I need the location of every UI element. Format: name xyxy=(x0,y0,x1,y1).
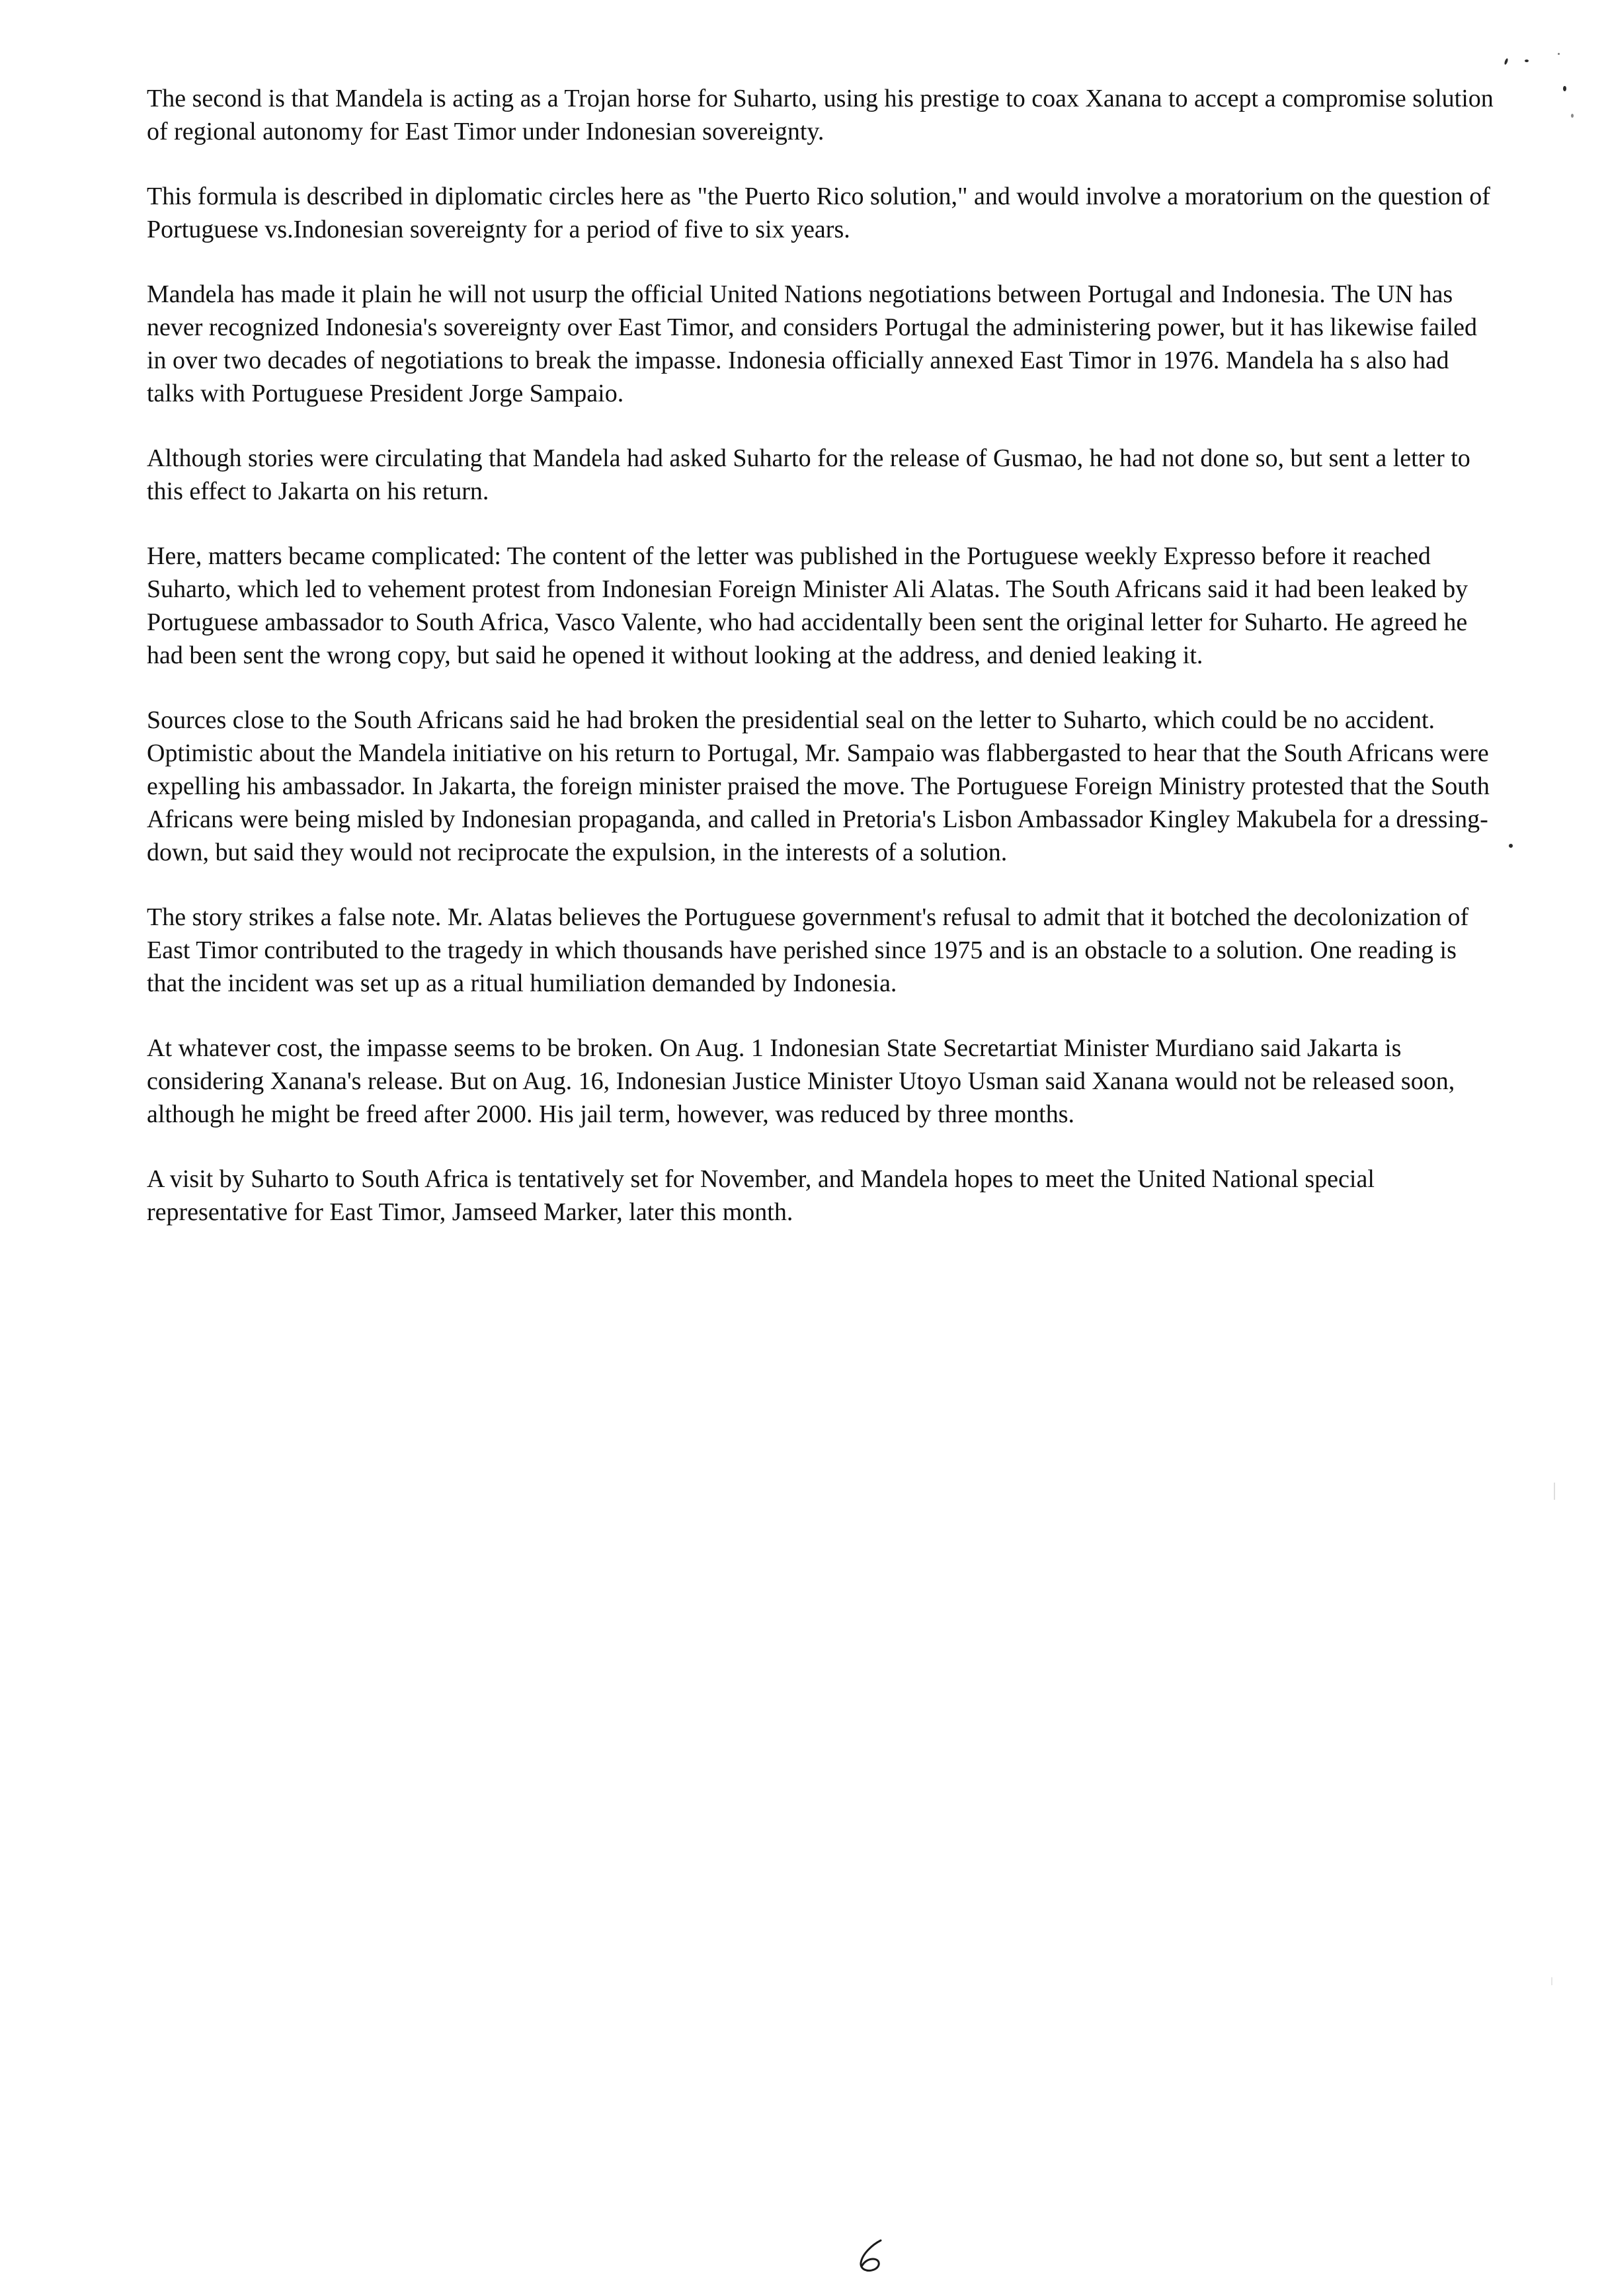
paragraph-trojan-horse: The second is that Mandela is acting as a Trojan horse for Suharto, using his prestige to coax Xanana to accept a compromise solution of regional autonomy for East Timor under Indonesian sovereignty. xyxy=(147,85,1494,145)
paragraph-impasse-broken: At whatever cost, the impasse seems to be broken. On Aug. 1 Indonesian State Secretartiat Minister Murdiano said Jakarta is considering Xanana's release. But on Aug. 16, Indonesian Justice Minister Utoyo Usman said Xanana would not be released soon, although he might be freed after 2000. His jail term, however, was reduced by three months. xyxy=(147,1034,1455,1128)
article-body xyxy=(147,82,1496,1260)
scan-speck xyxy=(1558,53,1560,55)
scan-speck xyxy=(1571,114,1574,118)
scan-speck xyxy=(1504,58,1508,65)
paragraph-suharto-visit: A visit by Suharto to South Africa is tentatively set for November, and Mandela hopes to meet the United National special representative for East Timor, Jamseed Marker, later this month. xyxy=(147,1165,1375,1226)
paragraph-puerto-rico-solution: This formula is described in diplomatic circles here as "the Puerto Rico solution," and would involve a moratorium on the question of Portuguese vs.Indonesian sovereignty for a period of five to six years. xyxy=(147,183,1490,243)
scan-speck xyxy=(1563,86,1566,91)
paragraph-gusmao-letter: Although stories were circulating that Mandela had asked Suharto for the release of Gusmao, he had not done so, but sent a letter to this effect to Jakarta on his return. xyxy=(147,444,1470,505)
scan-speck xyxy=(1554,1483,1555,1500)
paragraph-leaked-letter: Here, matters became complicated: The content of the letter was published in the Portuguese weekly Expresso before it reached Suharto, which led to vehement protest from Indonesian Foreign Minister Ali Alatas. The South Africans said it had been leaked by Portuguese ambassador to South Africa, Vasco Valente, who had accidentally been sent the original letter for Suharto. He agreed he had been sent the wrong copy, but said he opened it without looking at the address, and denied leaking it. xyxy=(147,542,1468,669)
scan-speck xyxy=(1551,1977,1552,1985)
paragraph-expulsion: Sources close to the South Africans said he had broken the presidential seal on the letter to Suharto, which could be no accident. Optimistic about the Mandela initiative on his return to Portugal, Mr. Sampaio was flabbergasted to hear that the South Africans were expelling his ambassador. In Jakarta, the foreign minister praised the move. The Portuguese Foreign Ministry protested that the South Africans were being misled by Indonesian propaganda, and called in Pretoria's Lisbon Ambassador Kingley Makubela for a dressing-down, but said they would not reciprocate the expulsion, in the interests of a solution. xyxy=(147,706,1490,866)
scan-speck xyxy=(1525,60,1529,62)
paragraph-un-negotiations: Mandela has made it plain he will not usurp the official United Nations negotiations between Portugal and Indonesia. The UN has never recognized Indonesia's sovereignty over East Timor, and considers Portugal the administering power, but it has likewise failed in over two decades of negotiations to break the impasse. Indonesia officially annexed East Timor in 1976. Mandela ha s also had talks with Portuguese President Jorge Sampaio. xyxy=(147,280,1478,407)
handwritten-page-number xyxy=(854,2238,889,2275)
paragraph-false-note: The story strikes a false note. Mr. Alatas believes the Portuguese government's refusal to admit that it botched the decolonization of East Timor contributed to the tragedy in which thousands have perished since 1975 and is an obstacle to a solution. One reading is that the incident was set up as a ritual humiliation demanded by Indonesia. xyxy=(147,903,1469,997)
scan-speck xyxy=(1509,844,1513,848)
